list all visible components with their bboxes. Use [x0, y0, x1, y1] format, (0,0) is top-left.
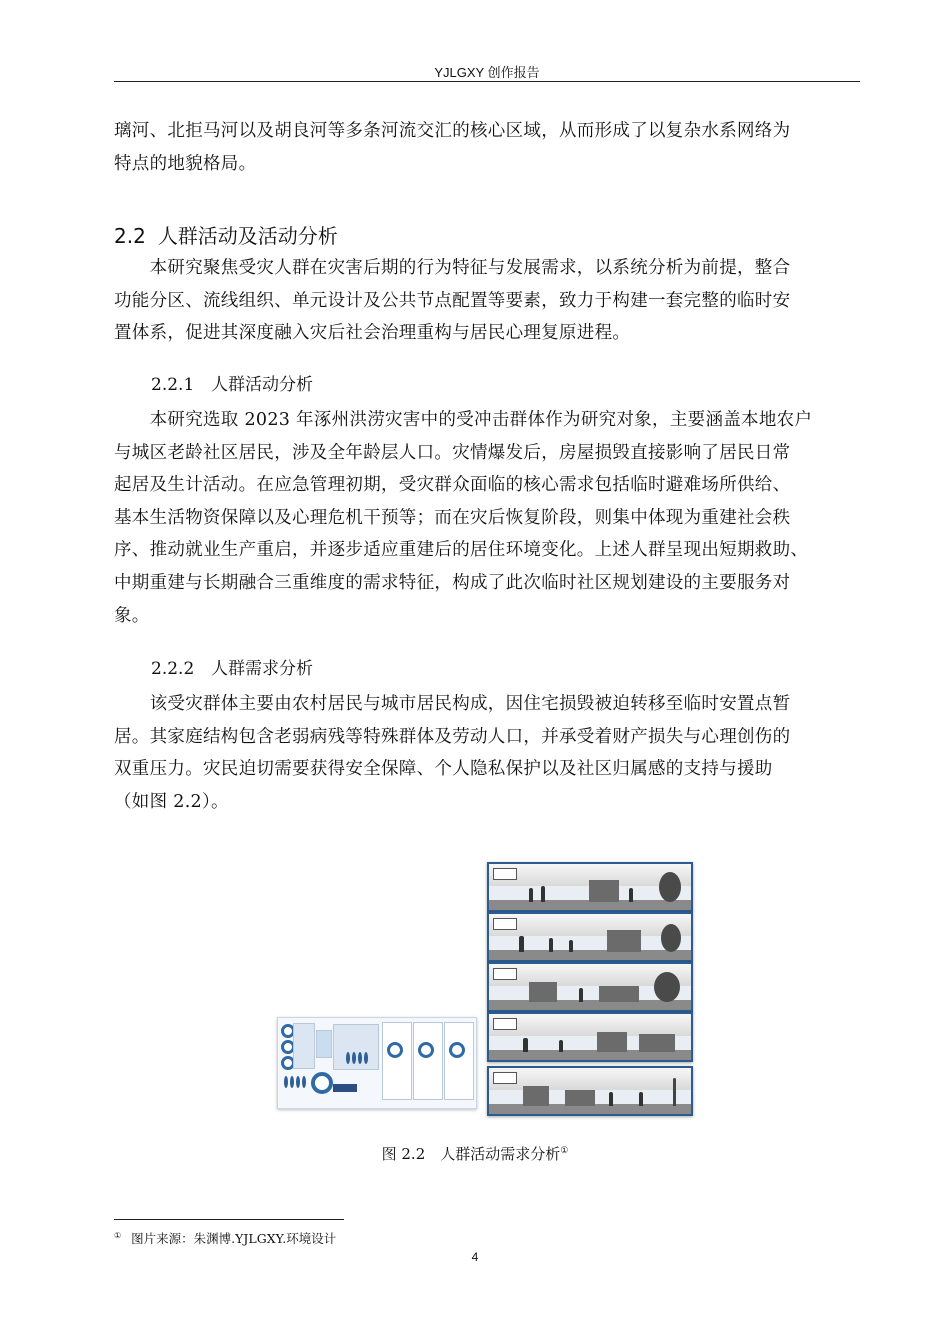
scene-panel-2 — [487, 912, 693, 962]
stat-block — [333, 1024, 379, 1070]
house-icon — [639, 1034, 675, 1052]
donut-icon — [311, 1072, 333, 1094]
subsection-number: 2.2.1 — [151, 375, 195, 395]
footnote-mark: ① — [114, 1230, 122, 1240]
person-icon — [290, 1076, 294, 1088]
person-icon — [579, 988, 583, 1002]
text-line: 置体系，促进其深度融入灾后社会治理重构与居民心理复原进程。 — [114, 323, 631, 344]
person-icon — [346, 1052, 350, 1064]
subsection-number: 2.2.2 — [151, 659, 195, 679]
stat-block — [293, 1023, 315, 1069]
label-bar — [333, 1084, 357, 1092]
panel-tag — [493, 918, 517, 930]
shelter-icon — [607, 930, 641, 952]
person-icon — [569, 940, 573, 952]
person-icon — [284, 1076, 288, 1088]
person-icon — [302, 1076, 306, 1088]
ring-icon — [387, 1042, 403, 1058]
stat-column — [444, 1022, 474, 1100]
text-line: 中期重建与长期融合三重维度的需求特征，构成了此次临时社区规划建设的主要服务对 — [114, 572, 791, 593]
stat-column — [413, 1022, 443, 1100]
text-line: 居。其家庭结构包含老弱病残等特殊群体及劳动人口，并承受着财产损失与心理创伤的 — [114, 726, 791, 747]
figure-infographic — [277, 1017, 477, 1109]
paragraph-2-2 — [114, 252, 860, 350]
page-header: YJLGXY 创作报告 — [434, 65, 540, 80]
person-icon — [529, 888, 533, 902]
caption-note-mark: ① — [560, 1146, 569, 1156]
text-line: 该受灾群体主要由农村居民与城市居民构成，因住宅损毁被迫转移至临时安置点暂 — [114, 694, 791, 714]
stat-column — [382, 1022, 412, 1100]
footnote-text: 图片来源：朱渊博.YJLGXY.环境设计 — [131, 1231, 337, 1246]
person-icon — [541, 886, 545, 902]
footnote — [114, 1229, 336, 1247]
page-number: 4 — [471, 1250, 479, 1264]
subsection-heading-2-2-1 — [151, 370, 313, 395]
person-icon — [364, 1052, 368, 1064]
house-icon — [565, 1090, 595, 1106]
text-line: 功能分区、流线组织、单元设计及公共节点配置等要素，致力于构建一套完整的临时安 — [114, 290, 791, 311]
panel-tag — [493, 1072, 517, 1084]
subsection-title: 人群需求分析 — [211, 659, 313, 679]
text-line: 基本生活物资保障以及心理危机干预等；而在灾后恢复阶段，则集中体现为重建社会秩 — [114, 507, 791, 528]
panel-tag — [493, 1018, 517, 1030]
scene-panel-5 — [487, 1066, 693, 1116]
person-icon — [523, 1038, 528, 1052]
intro-paragraph — [114, 115, 860, 180]
section-heading-2-2 — [114, 220, 338, 249]
paragraph-2-2-2 — [114, 688, 860, 818]
header-divider — [114, 81, 860, 82]
footnote-divider — [114, 1219, 344, 1220]
figure-caption — [0, 1143, 950, 1164]
person-icon — [609, 1092, 613, 1106]
section-number: 2.2 — [114, 224, 146, 248]
shelter-icon — [529, 982, 557, 1002]
person-icon — [352, 1052, 356, 1064]
ring-icon — [418, 1042, 434, 1058]
scene-panel-1 — [487, 862, 693, 912]
panel-tag — [493, 868, 517, 880]
caption-label: 图 2.2 — [381, 1145, 426, 1163]
lamp-icon — [673, 1078, 676, 1106]
person-icon — [549, 938, 553, 952]
tree-icon — [654, 972, 680, 1002]
scene-panel-4 — [487, 1012, 693, 1062]
person-icon — [629, 888, 633, 902]
paragraph-2-2-1 — [114, 404, 860, 632]
person-icon — [358, 1052, 362, 1064]
text-line: 双重压力。灾民迫切需要获得安全保障、个人隐私保护以及社区归属感的支持与援助 — [114, 759, 773, 780]
person-icon — [519, 936, 524, 952]
person-icon — [296, 1076, 300, 1088]
house-icon — [597, 1032, 627, 1052]
text-line: 特点的地貌格局。 — [114, 153, 257, 174]
person-icon — [639, 1092, 643, 1106]
house-icon — [523, 1086, 549, 1106]
text-line: 序、推动就业生产重启，并逐步适应重建后的居住环境变化。上述人群呈现出短期救助、 — [114, 540, 809, 561]
text-line: 璃河、北拒马河以及胡良河等多条河流交汇的核心区域，从而形成了以复杂水系网络为 — [114, 121, 791, 141]
section-title: 人群活动及活动分析 — [157, 224, 338, 248]
stat-block — [316, 1030, 332, 1058]
subsection-title: 人群活动分析 — [211, 375, 313, 395]
panel-tag — [493, 968, 517, 980]
text-line: 本研究选取 2023 年涿州洪涝灾害中的受冲击群体作为研究对象，主要涵盖本地农户 — [114, 410, 813, 430]
ring-icon — [449, 1042, 465, 1058]
scene-panel-3 — [487, 962, 693, 1012]
tree-icon — [659, 872, 681, 902]
text-line: 与城区老龄社区居民，涉及全年龄层人口。灾情爆发后，房屋损毁直接影响了居民日常 — [114, 442, 791, 463]
tent-icon — [589, 880, 619, 902]
text-line: 起居及生计活动。在应急管理初期，受灾群众面临的核心需求包括临时避难场所供给、 — [114, 475, 791, 496]
caption-title: 人群活动需求分析 — [440, 1145, 561, 1163]
subsection-heading-2-2-2 — [151, 654, 313, 679]
text-line: 象。 — [114, 605, 150, 626]
table-icon — [599, 986, 639, 1002]
person-icon — [559, 1040, 563, 1052]
text-line: （如图 2.2）。 — [114, 791, 229, 812]
text-line: 本研究聚焦受灾人群在灾害后期的行为特征与发展需求，以系统分析为前提，整合 — [114, 258, 791, 278]
tree-icon — [661, 924, 681, 952]
